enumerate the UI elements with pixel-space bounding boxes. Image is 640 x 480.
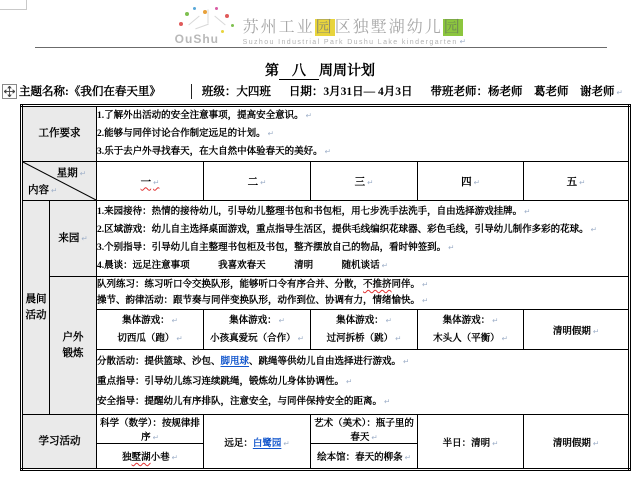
learning-wed-bottom: 绘本馆：春天的柳条 ↵ bbox=[311, 444, 418, 470]
day-header-tue: 二 ↵ bbox=[204, 162, 311, 201]
logo-wordmark: OuShu bbox=[174, 32, 219, 46]
meta-divider bbox=[191, 84, 192, 99]
arrival-line: 2.区域游戏：幼儿自主选择桌面游戏，重点指导生活区，提供毛线编织花球器、彩色毛线，引导幼儿制作多彩的花球。 ↵ bbox=[97, 221, 628, 239]
row-label-learning-activities: 学习活动 bbox=[22, 415, 97, 470]
day-header-thu: 四 ↵ bbox=[418, 162, 524, 201]
date-range: 日期：3月31日— 4月3日 bbox=[288, 86, 413, 98]
highlighted-char-yuan-1: 园 bbox=[315, 19, 334, 36]
learning-wed-top: 艺术（美术）：瓶子里的春天 ↵ bbox=[311, 415, 418, 444]
spellcheck-marked-text: 墅湖 bbox=[131, 453, 151, 463]
drill-line: 队列练习：练习听口令交换队形，能够听口令有序合并、分散，不推挤同伴。 ↵ bbox=[97, 277, 628, 293]
group-game-tue: 集体游戏： ↵ 小孩真爱玩（合作） ↵ bbox=[204, 310, 311, 350]
school-header bbox=[0, 6, 640, 51]
free-line: 安全指导：提醒幼儿有序排队，注意安全，与同伴保持安全的距离。 ↵ bbox=[97, 392, 628, 412]
group-game-thu: 集体游戏： ↵ 木头人（平衡） ↵ bbox=[418, 310, 524, 350]
class-name: 班级：大四班 bbox=[201, 86, 271, 98]
free-line: 重点指导：引导幼儿练习连续跳绳，锻炼幼儿身体协调性。 ↵ bbox=[97, 372, 628, 392]
row-label-outdoor-exercise: 户外 锻炼 bbox=[50, 277, 97, 415]
table-move-handle-icon[interactable] bbox=[2, 84, 17, 99]
hyperlink-egret-park[interactable]: 白鹭园 bbox=[252, 438, 282, 449]
weekly-plan-table bbox=[20, 104, 631, 471]
group-game-mon: 集体游戏： ↵ 切西瓜（跑） ↵ bbox=[97, 310, 204, 350]
learning-thu: 半日：清明 ↵ bbox=[418, 415, 524, 470]
work-line: 1.了解外出活动的安全注意事项，提高安全意识。 ↵ bbox=[97, 107, 628, 125]
learning-mon-top: 科学（数学）：按规律排序 ↵ bbox=[97, 415, 204, 444]
outdoor-drill-cell bbox=[97, 277, 630, 310]
highlighted-char-yuan-2: 园 bbox=[443, 19, 462, 36]
diagonal-label-weekday: 星期 ↵ bbox=[57, 165, 86, 180]
week-number: 八 bbox=[279, 64, 319, 80]
work-requirements-cell bbox=[97, 106, 630, 162]
group-game-wed: 集体游戏： ↵ 过河拆桥（跳） ↵ bbox=[311, 310, 418, 350]
free-activity-cell bbox=[97, 350, 630, 415]
school-name-cn: 苏州工业园区独墅湖幼儿园 bbox=[242, 19, 462, 36]
learning-tue: 远足：白鹭园 ↵ bbox=[204, 415, 311, 470]
school-logo-icon bbox=[173, 6, 237, 46]
row-label-work-requirements: 工作要求 bbox=[22, 106, 97, 162]
free-line: 分散活动：提供篮球、沙包、脚甩球、跳绳等供幼儿自由选择进行游戏。 ↵ bbox=[97, 352, 628, 372]
arrival-cell bbox=[97, 201, 630, 277]
arrival-line: 4.晨谈：远足注意事项 我喜欢春天 清明 随机谈话 ↵ bbox=[97, 257, 628, 275]
teachers: 带班老师：杨老师 葛老师 谢老师 ↵ bbox=[430, 83, 622, 99]
work-line: 2.能够与同伴讨论合作制定远足的计划。 ↵ bbox=[97, 125, 628, 143]
holiday-cell-games: 清明假期 ↵ bbox=[524, 310, 630, 350]
day-header-fri: 五 ↵ bbox=[524, 162, 630, 201]
page-title: 第 八 周周计划 bbox=[265, 64, 375, 79]
drill-line: 操节、韵律活动：跟节奏与同伴变换队形，动作到位、协调有力，情绪愉快。 ↵ bbox=[97, 293, 628, 309]
plan-meta-row bbox=[19, 83, 625, 99]
day-header-mon: 一 ↵ bbox=[97, 162, 204, 201]
header-divider-line bbox=[35, 47, 607, 48]
arrival-line: 1.来园接待：热情的接待幼儿，引导幼儿整理书包和书包柜，用七步洗手法洗手，自由选择游戏挂牌。 ↵ bbox=[97, 203, 628, 221]
day-header-wed: 三 ↵ bbox=[311, 162, 418, 201]
school-name-en: Suzhou Industrial Park Dushu Lake kindergarten ↵ bbox=[243, 38, 468, 46]
row-label-morning-activities: 晨间 活动 bbox=[22, 201, 50, 415]
hyperlink-ball-game[interactable]: 脚甩球 bbox=[220, 357, 250, 367]
work-line: 3.乐于去户外寻找春天，在大自然中体验春天的美好。 ↵ bbox=[97, 143, 628, 161]
learning-mon-bottom: 独墅湖小巷 ↵ bbox=[97, 444, 204, 470]
spellcheck-marked-text: 不推挤 bbox=[363, 280, 392, 290]
arrival-line: 3.个别指导：引导幼儿自主整理书包柜及书包，整齐摆放自己的物品，看时钟签到。 ↵ bbox=[97, 239, 628, 257]
diagonal-header-cell bbox=[22, 162, 97, 201]
row-label-arrival: 来园 ↵ bbox=[50, 201, 97, 277]
theme-name: 主题名称:《我们在春天里》 bbox=[19, 86, 161, 98]
holiday-cell-learning: 清明假期 ↵ bbox=[524, 415, 630, 470]
diagonal-label-content: 内容 ↵ bbox=[28, 182, 57, 197]
